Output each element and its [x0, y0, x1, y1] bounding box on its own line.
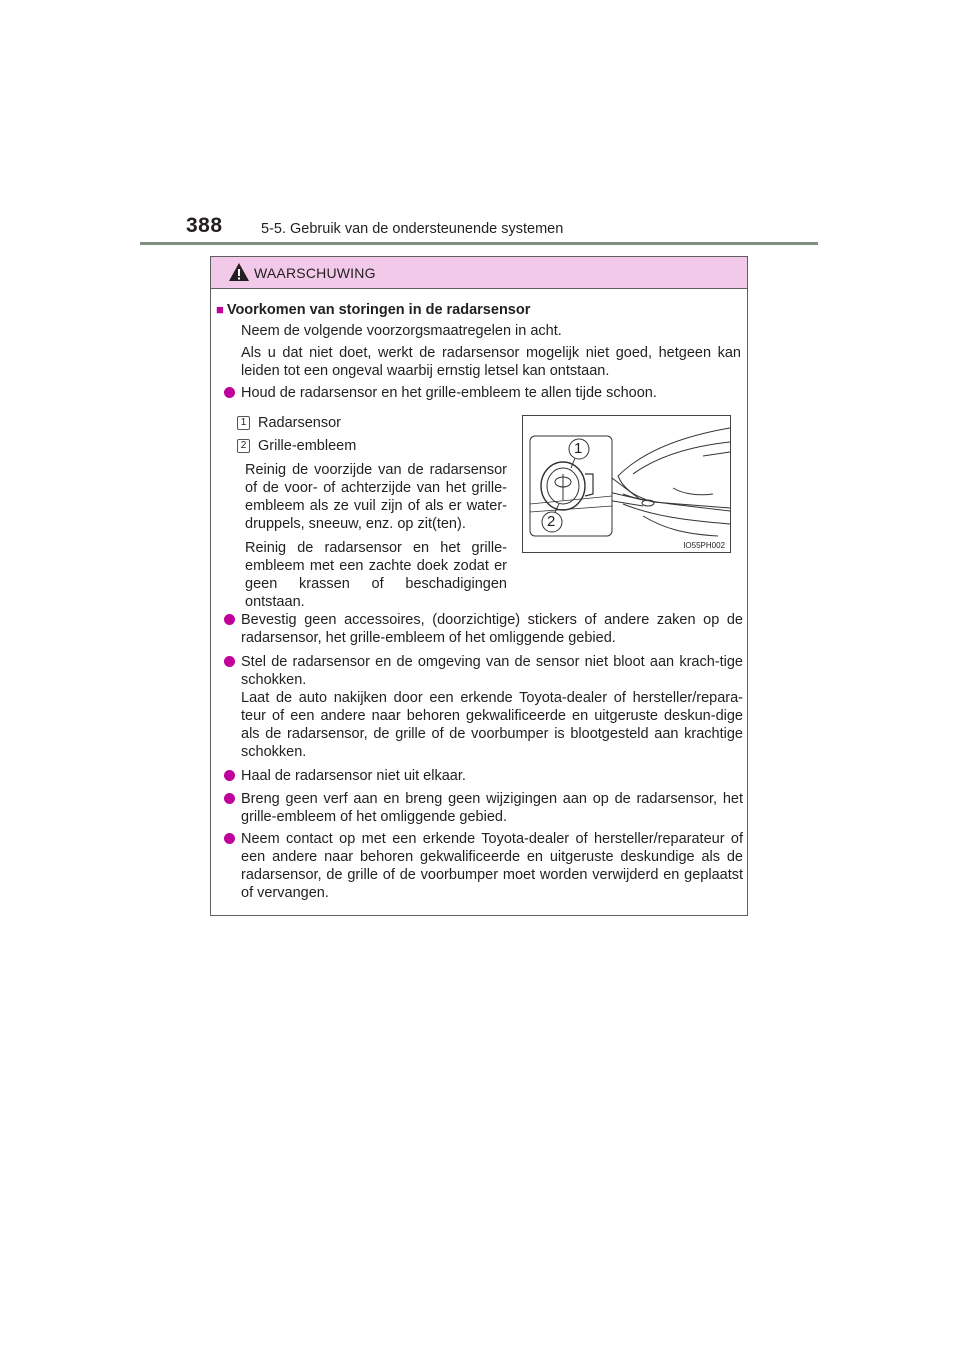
legend-item-1 [237, 414, 341, 432]
warning-header [211, 257, 747, 289]
bullet-item-2 [241, 611, 743, 647]
header-rule [140, 242, 818, 245]
section-title: 5-5. Gebruik van de ondersteunende systemen [261, 221, 564, 237]
legend-number-1: 1 [237, 416, 250, 430]
bullet-item-1 [241, 384, 743, 402]
legend-number-2: 2 [237, 439, 250, 453]
figure-code: IO55PH002 [683, 541, 725, 550]
bullet-text-5: Breng geen verf aan en breng geen wijzigingen aan op de radarsensor, het grille-embleem of het omliggende gebied. [241, 791, 743, 825]
bullet-text-2: Bevestig geen accessoires, (doorzichtige) stickers of andere zaken op de radarsensor, het grille-embleem of het omliggende gebied. [241, 612, 743, 646]
bullet-item-6 [241, 830, 743, 902]
bullet-item-4 [241, 767, 743, 785]
bullet-text-3-continued: Laat de auto nakijken door een erkende Toyota-dealer of hersteller/repara-teur of een andere naar behoren gekwalificeerde en uitgeruste deskun-dige als de radarsensor, de grille of de voorbumper is blootgesteld aan krachtige schokken. [241, 690, 743, 760]
bullet-text-4: Haal de radarsensor niet uit elkaar. [241, 768, 466, 784]
intro-paragraph-2: Als u dat niet doet, werkt de radarsensor mogelijk niet goed, hetgeen kan leiden tot een ongeval waarbij ernstig letsel kan ontstaan. [241, 345, 741, 379]
cleaning-instruction-2: Reinig de radarsensor en het grille-embleem met een zachte doek zodat er geen krassen of beschadigingen ontstaan. [245, 540, 507, 610]
bullet-text-6: Neem contact op met een erkende Toyota-dealer of hersteller/reparateur of een andere naar behoren gekwalificeerde en uitgeruste deskundige als de radarsensor, de grille of de voorbumper moet worden verwijderd en geplaatst of vervangen. [241, 831, 743, 901]
figure-callout-2: 2 [547, 513, 556, 530]
legend-item-2 [237, 437, 356, 455]
bullet-text-3: Stel de radarsensor en de omgeving van de sensor niet bloot aan krach-tige schokken. [241, 654, 743, 688]
cleaning-instruction-1: Reinig de voorzijde van de radarsensor of de voor- of achterzijde van het grille-embleem als ze vuil zijn of als er water-druppels, sneeuw, enz. op zit(ten). [245, 462, 507, 532]
bullet-dot-icon [224, 833, 235, 844]
warning-heading [216, 301, 530, 319]
warning-heading-text: Voorkomen van storingen in de radarsensor [226, 302, 531, 318]
square-bullet-icon: ■ [216, 302, 224, 317]
bullet-item-3 [241, 653, 743, 761]
bullet-dot-icon [224, 387, 235, 398]
bullet-dot-icon [224, 770, 235, 781]
warning-triangle-icon [228, 262, 250, 282]
bullet-item-5 [241, 790, 743, 826]
warning-label: WAARSCHUWING [254, 265, 376, 281]
intro-paragraph-1: Neem de volgende voorzorgsmaatregelen in acht. [241, 323, 562, 339]
bullet-dot-icon [224, 614, 235, 625]
page-number: 388 [186, 214, 223, 237]
figure-callout-1: 1 [574, 440, 583, 457]
legend-label-1: Radarsensor [258, 415, 342, 431]
bullet-dot-icon [224, 656, 235, 667]
legend-label-2: Grille-embleem [258, 438, 357, 454]
car-front-illustration [523, 416, 730, 552]
bullet-dot-icon [224, 793, 235, 804]
warning-box [210, 256, 748, 916]
radar-sensor-figure [522, 415, 731, 553]
bullet-text-1: Houd de radarsensor en het grille-embleem te allen tijde schoon. [241, 385, 657, 401]
